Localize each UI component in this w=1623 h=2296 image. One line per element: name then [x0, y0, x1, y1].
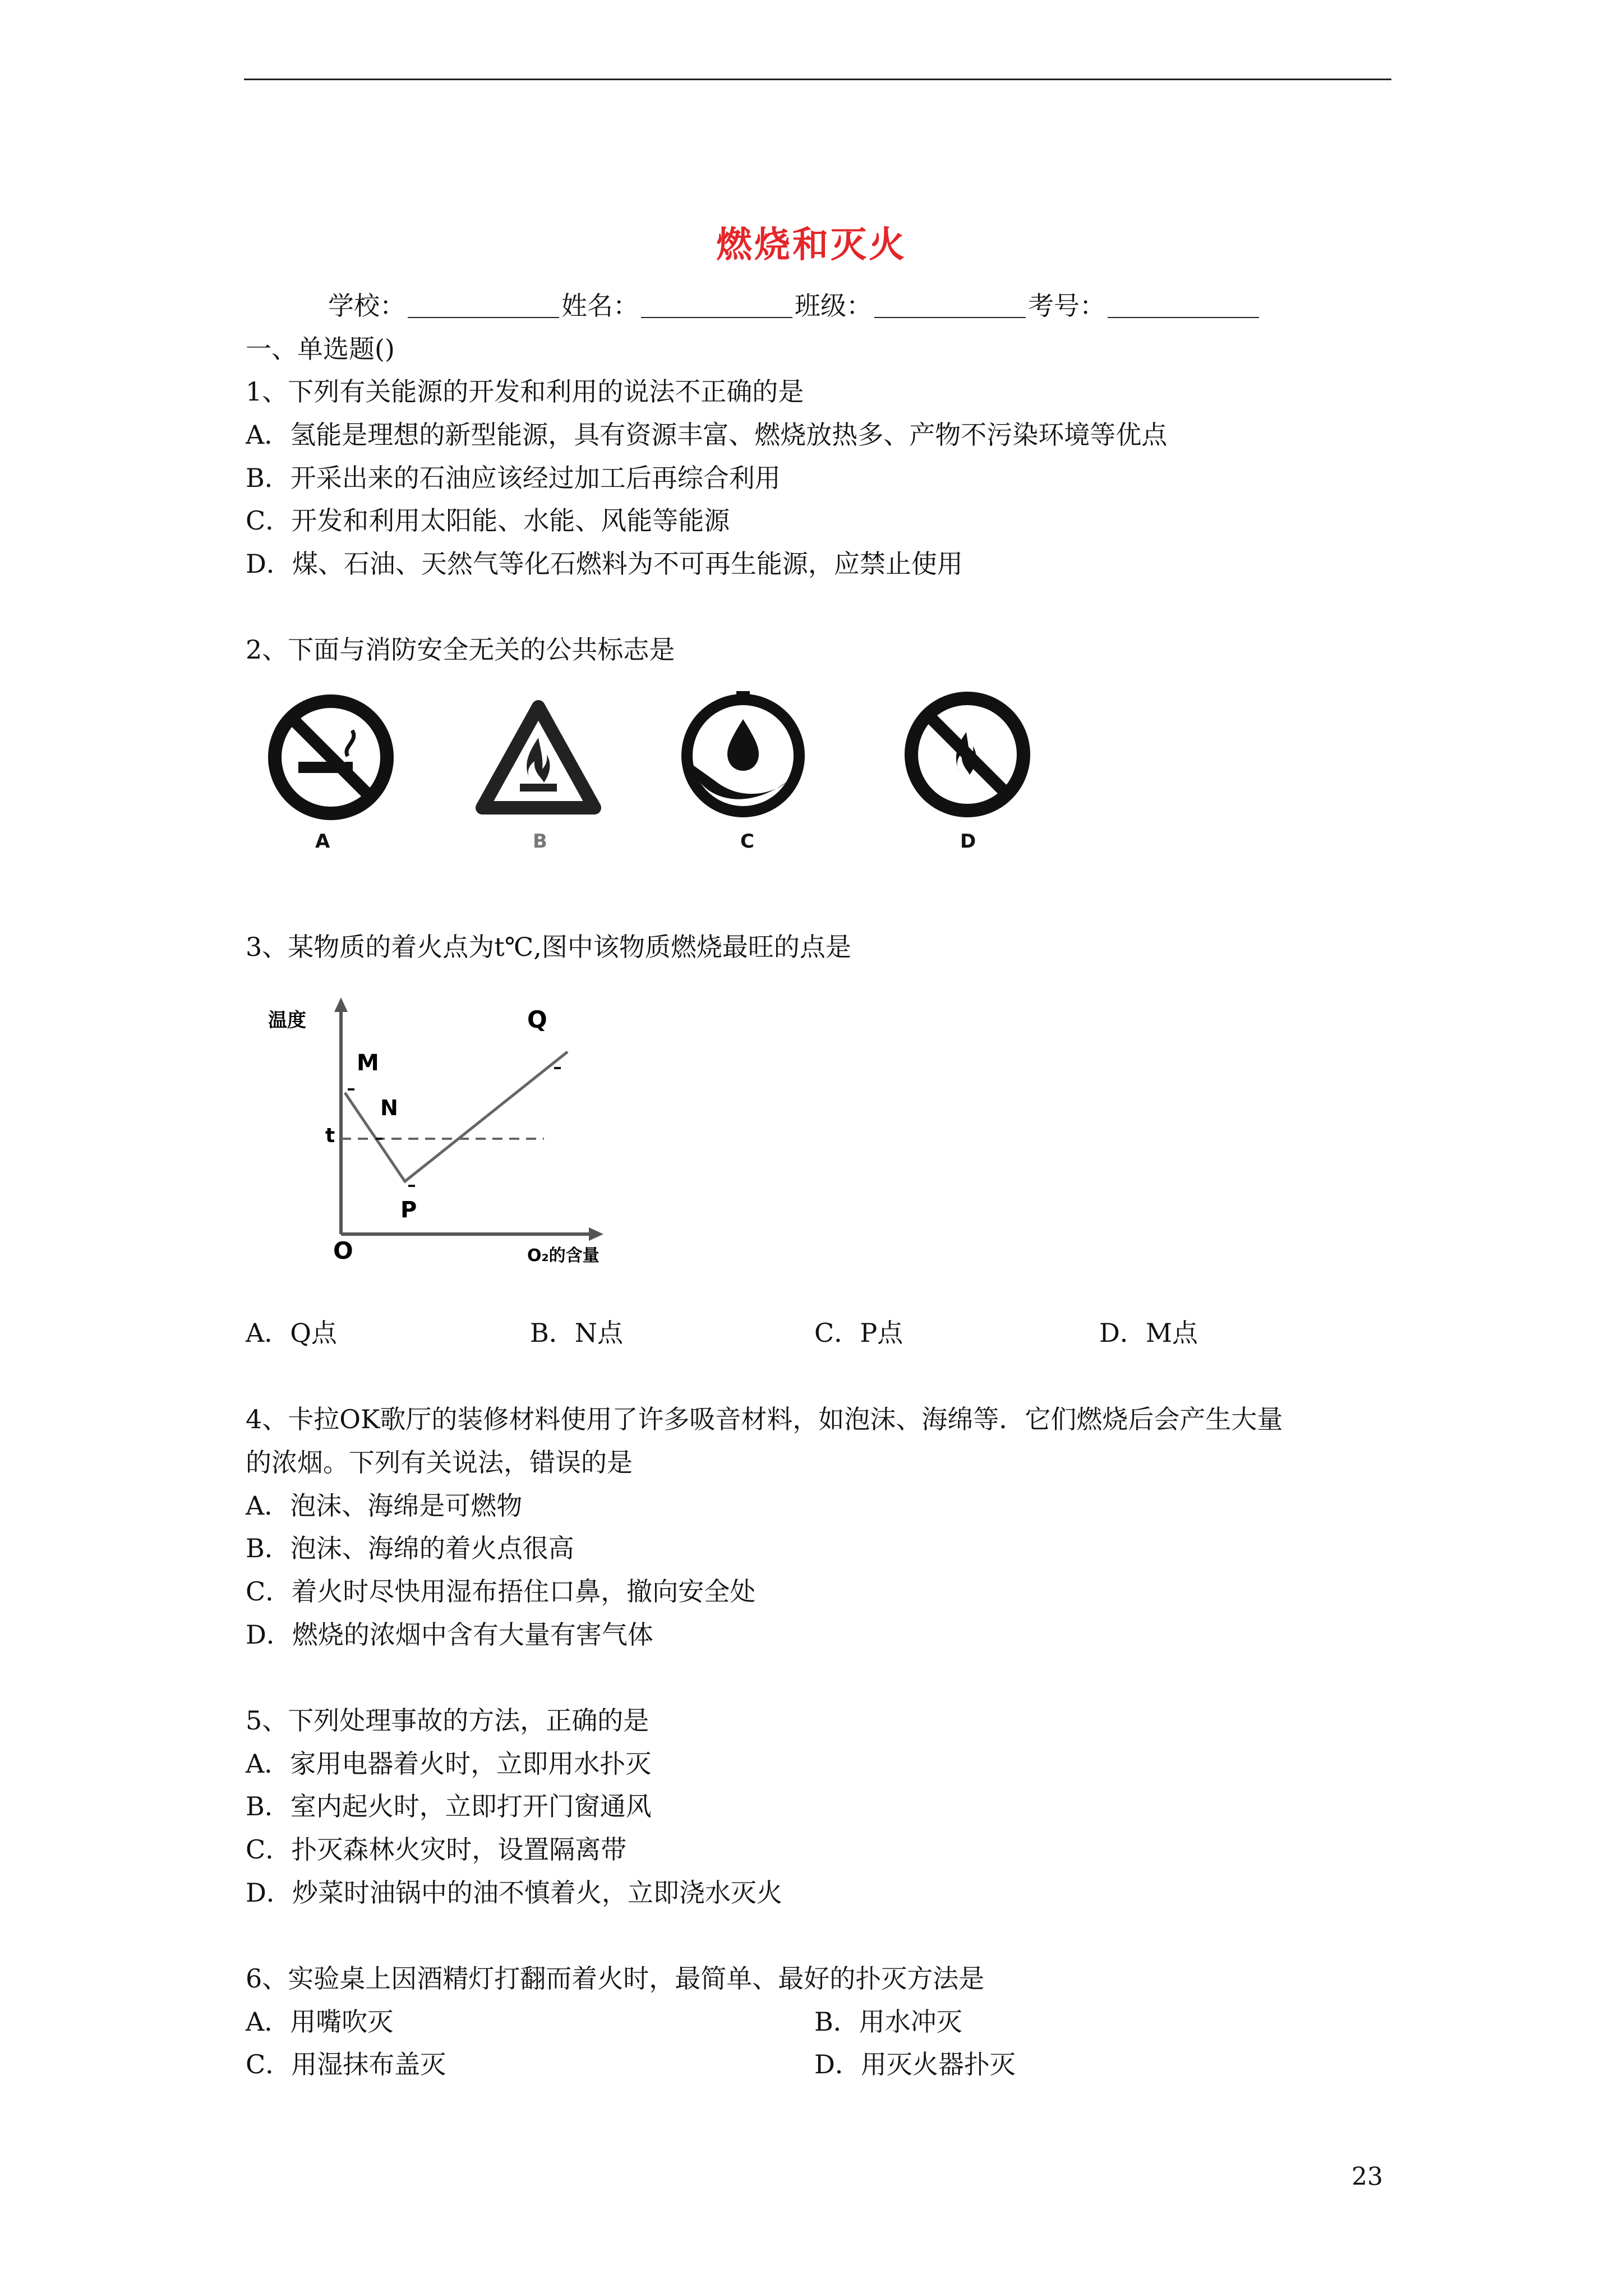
chart-label-m: M [357, 1050, 379, 1076]
q4-option-b: B．泡沫、海绵的着火点很高 [246, 1533, 574, 1563]
q6-stem: 6、实验桌上因酒精灯打翻而着火时，最简单、最好的扑灭方法是 [246, 1963, 985, 1994]
header-rule [244, 79, 1391, 80]
info-number-blank[interactable] [1108, 292, 1259, 318]
q5-stem: 5、下列处理事故的方法，正确的是 [246, 1705, 649, 1736]
q4-option-d: D．燃烧的浓烟中含有大量有害气体 [246, 1619, 653, 1650]
q4-option-c: C．着火时尽快用湿布捂住口鼻，撤向安全处 [246, 1576, 756, 1607]
temperature-oxygen-chart [258, 993, 651, 1285]
q5-option-d: D．炒菜时油锅中的油不慎着火，立即浇水灭火 [246, 1878, 782, 1908]
q3-option-b: B．N点 [530, 1318, 624, 1348]
info-name-label: 姓名： [561, 291, 639, 321]
q6-option-c: C．用湿抹布盖灭 [246, 2049, 446, 2079]
sign-b-flammable-warning [474, 698, 603, 819]
q4-option-a: A．泡沫、海绵是可燃物 [246, 1490, 523, 1521]
info-class-blank[interactable] [874, 292, 1026, 318]
sign-a-no-smoking [264, 690, 398, 825]
q3-option-a: A．Q点 [246, 1318, 337, 1348]
sign-d-letter: D [960, 830, 976, 853]
q6-option-d: D．用灭火器扑灭 [814, 2049, 1016, 2079]
document-title: 燃烧和灭火 [716, 224, 907, 266]
chart-x-axis-arrow [589, 1227, 603, 1241]
sign-d-no-open-flame [900, 687, 1035, 822]
sign-c-letter: C [740, 830, 754, 853]
section-heading: 一、单选题() [246, 334, 395, 364]
info-number-label: 考号： [1028, 291, 1105, 321]
chart-origin-label: O [333, 1237, 353, 1264]
q5-option-b: B．室内起火时，立即打开门窗通风 [246, 1791, 652, 1821]
chart-label-n: N [380, 1096, 398, 1120]
info-school-label: 学校： [328, 291, 405, 321]
info-school-blank[interactable] [408, 292, 559, 318]
q5-option-c: C．扑灭森林火灾时，设置隔离带 [246, 1834, 627, 1865]
chart-xlabel: O₂的含量 [527, 1246, 600, 1266]
page-number: 23 [1352, 2162, 1383, 2191]
sign-c-water-saving [676, 685, 810, 823]
student-info-line [328, 289, 1261, 323]
q4-stem-line2: 的浓烟。下列有关说法，错误的是 [246, 1447, 633, 1478]
q2-stem: 2、下面与消防安全无关的公共标志是 [246, 634, 675, 665]
info-class-label: 班级： [795, 291, 872, 321]
q4-stem-line1: 4、卡拉OK歌厅的装修材料使用了许多吸音材料，如泡沫、海绵等．它们燃烧后会产生大量 [246, 1404, 1283, 1434]
sign-a-letter: A [315, 830, 330, 853]
chart-label-p: P [400, 1197, 417, 1223]
q1-option-c: C．开发和利用太阳能、水能、风能等能源 [246, 505, 730, 536]
chart-label-q: Q [527, 1006, 547, 1033]
q3-option-d: D．M点 [1099, 1318, 1198, 1348]
q3-stem: 3、某物质的着火点为t℃,图中该物质燃烧最旺的点是 [246, 932, 851, 962]
sign-b-letter: B [533, 830, 547, 853]
chart-threshold-label: t [325, 1124, 335, 1147]
q1-option-b: B．开采出来的石油应该经过加工后再综合利用 [246, 463, 781, 493]
q3-option-c: C．P点 [814, 1318, 903, 1348]
chart-ylabel: 温度 [268, 1009, 306, 1032]
info-name-blank[interactable] [641, 292, 792, 318]
chart-y-axis-arrow [334, 997, 348, 1012]
q1-stem: 1、下列有关能源的开发和利用的说法不正确的是 [246, 376, 804, 407]
q1-option-d: D．煤、石油、天然气等化石燃料为不可再生能源，应禁止使用 [246, 549, 963, 579]
q6-option-a: A．用嘴吹灭 [246, 2007, 394, 2037]
q5-option-a: A．家用电器着火时，立即用水扑灭 [246, 1749, 652, 1779]
q6-option-b: B．用水冲灭 [814, 2007, 962, 2037]
q1-option-a: A．氢能是理想的新型能源，具有资源丰富、燃烧放热多、产物不污染环境等优点 [246, 420, 1168, 450]
